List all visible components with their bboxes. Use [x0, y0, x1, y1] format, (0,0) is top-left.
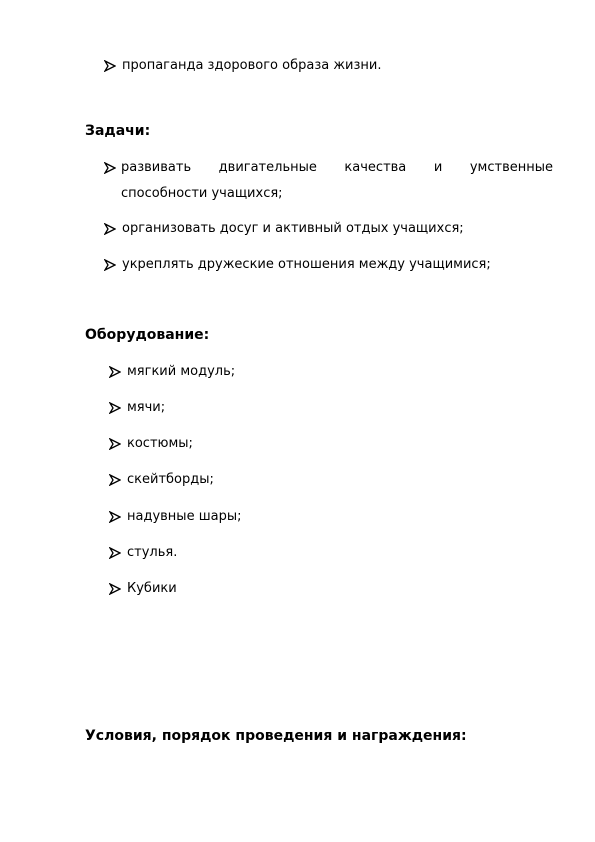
arrowhead-bullet-icon	[104, 60, 116, 72]
list-item-text: скейтборды;	[127, 472, 214, 487]
arrowhead-bullet-icon	[104, 162, 116, 174]
arrowhead-bullet-icon	[104, 223, 116, 235]
arrowhead-bullet-icon	[104, 259, 116, 271]
arrowhead-bullet-icon	[109, 438, 121, 450]
arrowhead-bullet-icon	[109, 474, 121, 486]
list-item-text: укреплять дружеские отношения между учащимися;	[122, 257, 491, 272]
list-item-text: организовать досуг и активный отдых учащихся;	[122, 221, 464, 236]
arrowhead-bullet-icon	[109, 402, 121, 414]
section-heading-equipment: Оборудование:	[85, 327, 210, 343]
arrowhead-bullet-icon	[109, 366, 121, 378]
arrowhead-bullet-icon	[109, 547, 121, 559]
list-item-text: стулья.	[127, 545, 178, 560]
arrowhead-bullet-icon	[109, 583, 121, 595]
list-item-text: развивать двигательные качества и умственные	[121, 160, 553, 175]
arrowhead-bullet-icon	[109, 511, 121, 523]
section-heading-conditions: Условия, порядок проведения и награждения:	[85, 728, 467, 744]
list-item-text-continuation: способности учащихся;	[121, 186, 283, 201]
list-item-text: мячи;	[127, 400, 166, 415]
list-item-text: пропаганда здорового образа жизни.	[122, 58, 382, 73]
list-item-text: надувные шары;	[127, 509, 242, 524]
list-item-text: костюмы;	[127, 436, 193, 451]
section-heading-tasks: Задачи:	[85, 123, 151, 139]
list-item-text: Кубики	[127, 581, 177, 596]
list-item-text: мягкий модуль;	[127, 364, 236, 379]
